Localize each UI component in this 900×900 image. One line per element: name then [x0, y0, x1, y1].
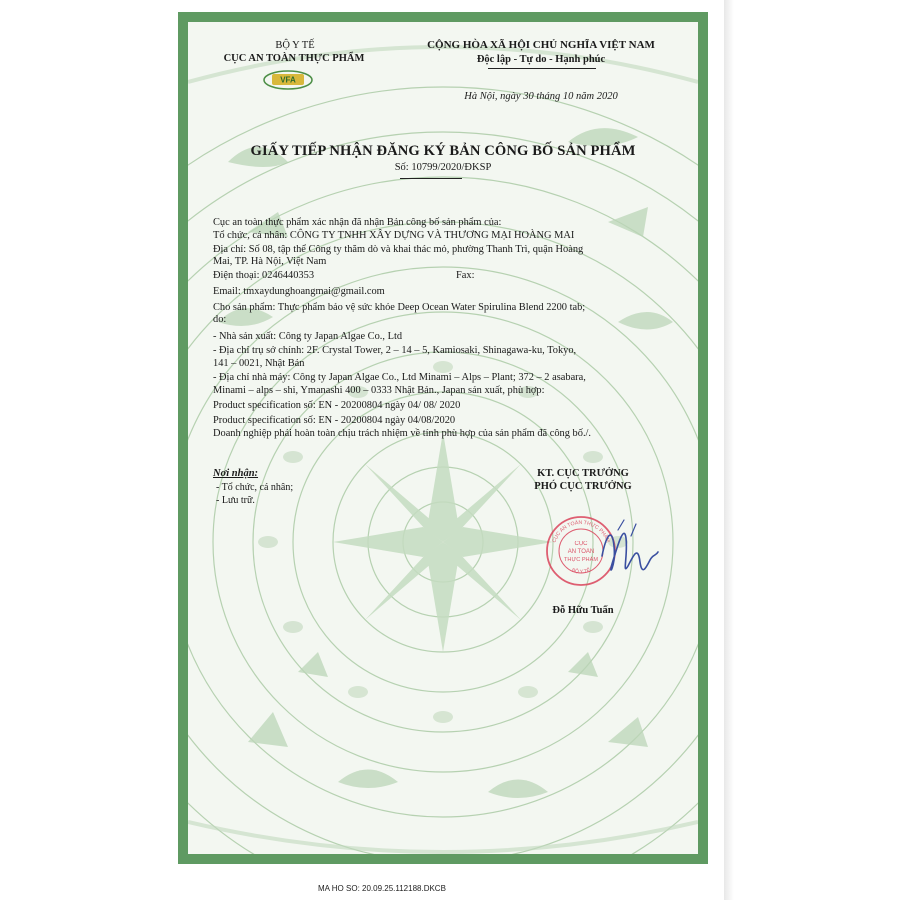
certificate-frame — [178, 12, 708, 864]
body-line-email: Email: tmxaydunghoangmai@gmail.com — [213, 286, 385, 297]
body-line-responsibility: Doanh nghiệp phải hoàn toàn chịu trách nhiệm về tính phù hợp của sản phẩm đã công bố./. — [213, 428, 592, 439]
signatory-name: Đỗ Hữu Tuấn — [552, 605, 614, 616]
recipients-heading: Nơi nhận: — [213, 468, 259, 479]
document-number: Số: 10799/2020/ĐKSP — [394, 162, 492, 173]
body-line-product: Cho sản phẩm: Thực phẩm bảo vệ sức khỏe Deep Ocean Water Spirulina Blend 2200 tab; — [213, 302, 586, 313]
dossier-code: MA HO SO: 20.09.25.112188.DKCB — [318, 884, 446, 893]
recipient-item: - Lưu trữ. — [216, 495, 255, 506]
body-line-spec-1: Product specification số: EN - 20200804 ngày 04/ 08/ 2020 — [213, 400, 461, 411]
vfa-logo — [258, 67, 318, 91]
national-motto: Độc lập - Tự do - Hạnh phúc — [476, 54, 606, 65]
seal-center-text: THỰC PHẨM — [564, 557, 598, 563]
issue-date: Hà Nội, ngày 30 tháng 10 năm 2020 — [464, 91, 618, 102]
signature — [598, 516, 660, 588]
body-line-intro: Cục an toàn thực phẩm xác nhận đã nhận Bản công bố sản phẩm của: — [213, 217, 502, 228]
certificate-paper — [188, 22, 698, 854]
page-edge-shadow — [724, 0, 734, 900]
body-line-address-1: Địa chỉ: Số 08, tập thể Công ty thăm dò và khai thác mỏ, phường Thanh Trì, quận Hoàng — [213, 244, 584, 255]
body-line-fax: Fax: — [456, 270, 475, 281]
body-line-do: do: — [213, 314, 227, 325]
signatory-title-1: KT. CỤC TRƯỞNG — [537, 468, 629, 479]
body-line-headquarters-1: - Địa chỉ trụ sở chính: 2F. Crystal Tower, 2 – 14 – 5, Kamiosaki, Shinagawa-ku, Tokyo, — [213, 345, 577, 356]
body-line-organization: Tổ chức, cá nhân: CÔNG TY TNHH XÂY DỰNG VÀ THƯƠNG MẠI HOÀNG MAI — [213, 230, 575, 241]
country-name: CỘNG HÒA XÃ HỘI CHỦ NGHĨA VIỆT NAM — [427, 39, 655, 51]
body-line-manufacturer: - Nhà sản xuất: Công ty Japan Algae Co., Ltd — [213, 331, 403, 342]
body-line-headquarters-2: 141 – 0021, Nhật Bản — [213, 358, 305, 369]
body-line-address-2: Mai, TP. Hà Nội, Việt Nam — [213, 256, 327, 267]
body-line-factory-1: - Địa chỉ nhà máy: Công ty Japan Algae Co., Ltd Minami – Alps – Plant; 372 – 2 asabara, — [213, 372, 586, 383]
seal-ring-text-top: CỤC AN TOÀN THỰC PHẨM — [551, 519, 611, 544]
motto-underline — [488, 68, 596, 69]
seal-center-text: CỤC — [574, 541, 588, 547]
department-name: CỤC AN TOÀN THỰC PHẨM — [223, 53, 365, 64]
document-title: GIẤY TIẾP NHẬN ĐĂNG KÝ BẢN CÔNG BỐ SẢN PHẨM — [250, 143, 636, 159]
svg-text:BỘ Y TẾ — [571, 566, 592, 575]
title-underline — [400, 178, 462, 179]
certificate-content — [188, 22, 698, 854]
seal-center-text: AN TOÀN — [567, 549, 595, 555]
body-line-factory-2: Minami – alps – shi, Ymanashi 400 – 0333 Nhật Bản., Japan sản xuất, phù hợp: — [213, 385, 545, 396]
body-line-spec-2: Product specification số: EN - 20200804 ngày 04/08/2020 — [213, 415, 456, 426]
signatory-title-2: PHÓ CỤC TRƯỞNG — [534, 481, 632, 492]
body-line-phone: Điện thoại: 0246440353 — [213, 270, 315, 281]
vfa-logo-text: VFA — [280, 75, 296, 85]
ministry-name: BỘ Y TẾ — [275, 40, 315, 51]
seal-ring-text-bottom: BỘ Y TẾ — [570, 567, 592, 576]
recipient-item: - Tổ chức, cá nhân; — [216, 482, 294, 493]
